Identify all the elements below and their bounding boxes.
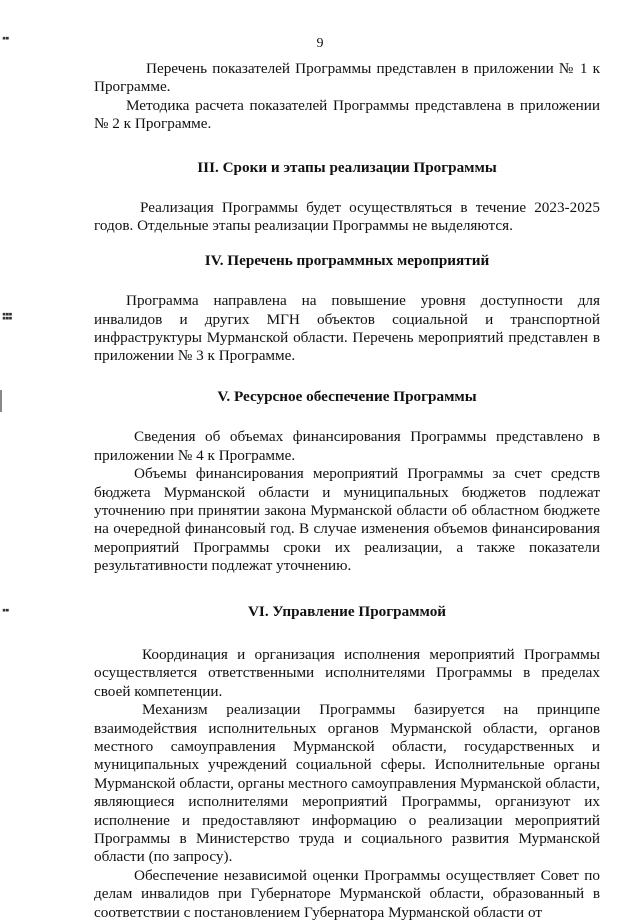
paragraph-indicators: Перечень показателей Программы представлен в приложении № 1 к Программе.: [94, 60, 600, 96]
paragraph-methodology: Методика расчета показателей Программы представлена в приложении № 2 к Программе.: [94, 96, 600, 133]
section-title-resources: V. Ресурсное обеспечение Программы: [217, 387, 477, 405]
scan-margin-mark-bottom: ▪▪: [2, 606, 9, 614]
scan-margin-mark-middle: ▪▪▪ ▪▪▪: [2, 310, 12, 322]
paragraph-evaluation: Обеспечение независимой оценки Программы осуществляет Совет по делам инвалидов при Губернаторе Мурманской области, образованный в соответствии с постановлением Губернатора Мурманской области от: [94, 866, 600, 921]
paragraph-funding-volume: Объемы финансирования мероприятий Программы за счет средств бюджета Мурманской области и муниципальных бюджетов подлежат уточнению при принятии закона Мурманской области об областном бюджете на очередной финансовый год. В случае изменения объемов финансирования мероприятий Программы сроки их реализации, а также показатели результативности подлежат уточнению.: [94, 465, 600, 575]
scan-margin-mark-top: ▪▪: [2, 34, 9, 42]
paragraph-timeline: Реализация Программы будет осуществляться в течение 2023-2025 годов. Отдельные этапы реализации Программы не выделяются.: [94, 199, 600, 235]
section-title-activities: IV. Перечень программных мероприятий: [204, 251, 490, 269]
paragraph-funding-info: Сведения об объемах финансирования Программы представлено в приложении № 4 к Программе.: [94, 428, 600, 464]
document-body: [94, 60, 600, 922]
scan-margin-bar: [0, 390, 2, 412]
paragraph-mechanism: Механизм реализации Программы базируется на принципе взаимодействия исполнительных органов Мурманской области, органов местного самоуправления Мурманской области, государственных и муниципальных учреждений социальной сферы. Исполнительные органы Мурманской области, органы местного самоуправления Мурманской области, являющиеся исполнителями мероприятий Программы, организуют их исполнение и предоставляют информацию о реализации мероприятий Программы в Министерство труда и социального развития Мурманской области (по запросу).: [94, 701, 600, 866]
paragraph-coordination: Координация и организация исполнения мероприятий Программы осуществляется ответственными исполнителями Программы в пределах своей компетенции.: [94, 645, 600, 700]
section-title-timeline: III. Сроки и этапы реализации Программы: [197, 158, 497, 176]
section-title-management: VI. Управление Программой: [247, 602, 447, 620]
paragraph-activities: Программа направлена на повышение уровня доступности для инвалидов и других МГН объектов социальной и транспортной инфраструктуры Мурманской области. Перечень мероприятий представлен в приложении № 3 к Программе.: [94, 292, 600, 365]
page-number: 9: [316, 36, 324, 51]
